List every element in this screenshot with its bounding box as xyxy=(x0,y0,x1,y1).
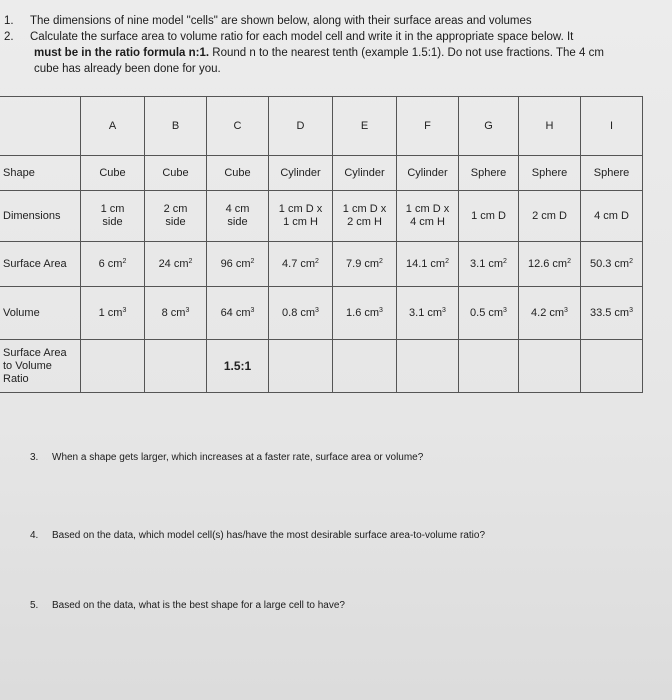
shape-cell: Cylinder xyxy=(397,156,459,191)
question-number: 3. xyxy=(30,452,39,463)
dimension-line: 2 cm xyxy=(163,203,188,215)
unit-exponent: 2 xyxy=(122,257,127,265)
unit-exponent: 2 xyxy=(379,257,383,265)
surface-area-value: 12.6 cm xyxy=(527,257,568,270)
instruction-2-cont xyxy=(4,45,664,61)
shape-cell: Cube xyxy=(145,156,207,191)
dimension-line: 4 cm D xyxy=(594,209,629,222)
cells-data-table xyxy=(0,96,643,393)
column-header-cell: B xyxy=(145,97,207,156)
unit-exponent: 3 xyxy=(379,306,383,314)
unit-exponent: 3 xyxy=(564,306,568,314)
volume-cell xyxy=(207,287,269,340)
shape-cell: Cube xyxy=(81,156,145,191)
question-number: 5. xyxy=(30,600,39,611)
dimension-line: 2 cm D xyxy=(532,209,567,222)
volume-cell xyxy=(145,287,207,340)
shape-cell: Sphere xyxy=(581,156,643,191)
dimensions-row xyxy=(0,191,643,242)
row-label-surface-area: Surface Area xyxy=(0,242,81,287)
volume-value: 1 cm xyxy=(98,306,123,319)
ratio-answer-cell[interactable] xyxy=(333,340,397,393)
question-text: Based on the data, which model cell(s) has/have the most desirable surface area-to-volume ratio? xyxy=(52,530,486,541)
row-label-shape: Shape xyxy=(0,156,81,191)
volume-cell xyxy=(397,287,459,340)
instruction-2-end xyxy=(4,61,664,77)
dimension-line: 1 cm D x xyxy=(405,203,450,215)
ratio-answer-cell[interactable] xyxy=(519,340,581,393)
shape-cell: Cube xyxy=(207,156,269,191)
dimensions-cell xyxy=(145,191,207,242)
instruction-1 xyxy=(4,13,664,29)
surface-area-cell xyxy=(269,242,333,287)
volume-cell xyxy=(459,287,519,340)
dimensions-cell xyxy=(519,191,581,242)
instructions xyxy=(4,13,664,77)
dimension-line: 1 cm H xyxy=(283,216,318,228)
dimension-line: side xyxy=(227,216,248,228)
shape-cell: Sphere xyxy=(459,156,519,191)
surface-area-cell xyxy=(207,242,269,287)
dimension-line: 1 cm xyxy=(100,203,125,215)
volume-cell xyxy=(333,287,397,340)
volume-value: 4.2 cm xyxy=(531,306,565,319)
dimensions-cell xyxy=(207,191,269,242)
instruction-text: The dimensions of nine model "cells" are shown below, along with their surface areas and volumes xyxy=(30,15,532,27)
question-4 xyxy=(30,530,485,541)
row-label-ratio xyxy=(0,340,81,393)
dimensions-cell xyxy=(269,191,333,242)
volume-value: 33.5 cm xyxy=(589,306,630,319)
column-header-cell: H xyxy=(519,97,581,156)
row-label-volume: Volume xyxy=(0,287,81,340)
dimension-line: 1 cm D xyxy=(471,209,506,222)
volume-cell xyxy=(519,287,581,340)
surface-area-cell xyxy=(459,242,519,287)
shape-cell: Cylinder xyxy=(333,156,397,191)
ratio-answer-cell[interactable] xyxy=(581,340,643,393)
dimension-line: 4 cm H xyxy=(410,216,445,228)
unit-exponent: 3 xyxy=(629,306,634,314)
column-header-cell: G xyxy=(459,97,519,156)
dimensions-cell xyxy=(81,191,145,242)
ratio-answer-cell[interactable]: 1.5:1 xyxy=(207,340,269,393)
volume-value: 0.8 cm xyxy=(282,306,316,319)
instruction-text: cube has already been done for you. xyxy=(34,63,221,75)
question-text: Based on the data, what is the best shape for a large cell to have? xyxy=(52,600,345,611)
surface-area-value: 96 cm xyxy=(220,257,251,270)
ratio-label-line: to Volume xyxy=(3,359,52,372)
surface-area-value: 50.3 cm xyxy=(589,257,630,270)
surface-area-cell xyxy=(519,242,581,287)
unit-exponent: 2 xyxy=(503,257,507,265)
surface-area-value: 4.7 cm xyxy=(282,257,316,270)
surface-area-cell xyxy=(81,242,145,287)
instruction-text: Round n to the nearest tenth (example 1.5:1). Do not use fractions. The 4 cm xyxy=(209,47,604,59)
ratio-answer-cell[interactable] xyxy=(269,340,333,393)
volume-row xyxy=(0,287,643,340)
question-number: 4. xyxy=(30,530,39,541)
unit-exponent: 3 xyxy=(442,306,446,314)
ratio-label-line: Ratio xyxy=(3,372,29,385)
unit-exponent: 3 xyxy=(185,306,190,314)
surface-area-cell xyxy=(145,242,207,287)
question-3 xyxy=(30,452,423,463)
dimension-line: side xyxy=(102,216,123,228)
volume-value: 3.1 cm xyxy=(409,306,443,319)
unit-exponent: 2 xyxy=(188,257,193,265)
question-text: When a shape gets larger, which increases at a faster rate, surface area or volume? xyxy=(52,452,424,463)
dimensions-cell xyxy=(581,191,643,242)
dimensions-cell xyxy=(333,191,397,242)
dimension-line: 1 cm D x xyxy=(342,203,387,215)
dimensions-cell xyxy=(459,191,519,242)
volume-value: 64 cm xyxy=(220,306,251,319)
shape-cell: Cylinder xyxy=(269,156,333,191)
volume-value: 0.5 cm xyxy=(470,306,504,319)
shape-row xyxy=(0,156,643,191)
surface-area-value: 14.1 cm xyxy=(405,257,446,270)
ratio-format-emphasis: must be in the ratio formula n:1. xyxy=(34,47,210,59)
instruction-text: Calculate the surface area to volume ratio for each model cell and write it in the appropriate space below. It xyxy=(30,31,574,43)
column-header-cell: F xyxy=(397,97,459,156)
surface-area-row xyxy=(0,242,643,287)
instruction-2 xyxy=(4,29,664,45)
ratio-row xyxy=(0,340,643,393)
ratio-answer-cell[interactable] xyxy=(397,340,459,393)
dimensions-cell xyxy=(397,191,459,242)
surface-area-value: 7.9 cm xyxy=(346,257,380,270)
unit-exponent: 2 xyxy=(445,257,450,265)
unit-exponent: 2 xyxy=(315,257,319,265)
volume-value: 8 cm xyxy=(161,306,186,319)
unit-exponent: 3 xyxy=(315,306,319,314)
unit-exponent: 3 xyxy=(122,306,127,314)
surface-area-cell xyxy=(581,242,643,287)
unit-exponent: 2 xyxy=(629,257,634,265)
ratio-answer-cell[interactable] xyxy=(81,340,145,393)
unit-exponent: 3 xyxy=(250,306,255,314)
surface-area-cell xyxy=(397,242,459,287)
column-header-cell: E xyxy=(333,97,397,156)
dimension-line: 2 cm H xyxy=(347,216,382,228)
ratio-label-line: Surface Area xyxy=(3,346,67,359)
dimension-line: 4 cm xyxy=(225,203,250,215)
surface-area-value: 24 cm xyxy=(158,257,189,270)
ratio-answer-cell[interactable] xyxy=(145,340,207,393)
column-header-row xyxy=(0,97,643,156)
shape-cell: Sphere xyxy=(519,156,581,191)
volume-value: 1.6 cm xyxy=(346,306,380,319)
volume-cell xyxy=(581,287,643,340)
corner-cell xyxy=(0,97,81,156)
surface-area-cell xyxy=(333,242,397,287)
surface-area-value: 6 cm xyxy=(98,257,123,270)
row-label-dimensions: Dimensions xyxy=(0,191,81,242)
column-header-cell: A xyxy=(81,97,145,156)
column-header-cell: C xyxy=(207,97,269,156)
surface-area-value: 3.1 cm xyxy=(470,257,504,270)
unit-exponent: 2 xyxy=(250,257,255,265)
ratio-answer-cell[interactable] xyxy=(459,340,519,393)
question-5 xyxy=(30,600,345,611)
dimension-line: 1 cm D x xyxy=(278,203,323,215)
volume-cell xyxy=(81,287,145,340)
unit-exponent: 2 xyxy=(567,257,572,265)
instruction-number: 2. xyxy=(4,31,14,43)
column-header-cell: I xyxy=(581,97,643,156)
dimension-line: side xyxy=(165,216,186,228)
unit-exponent: 3 xyxy=(503,306,507,314)
column-header-cell: D xyxy=(269,97,333,156)
instruction-number: 1. xyxy=(4,15,14,27)
volume-cell xyxy=(269,287,333,340)
